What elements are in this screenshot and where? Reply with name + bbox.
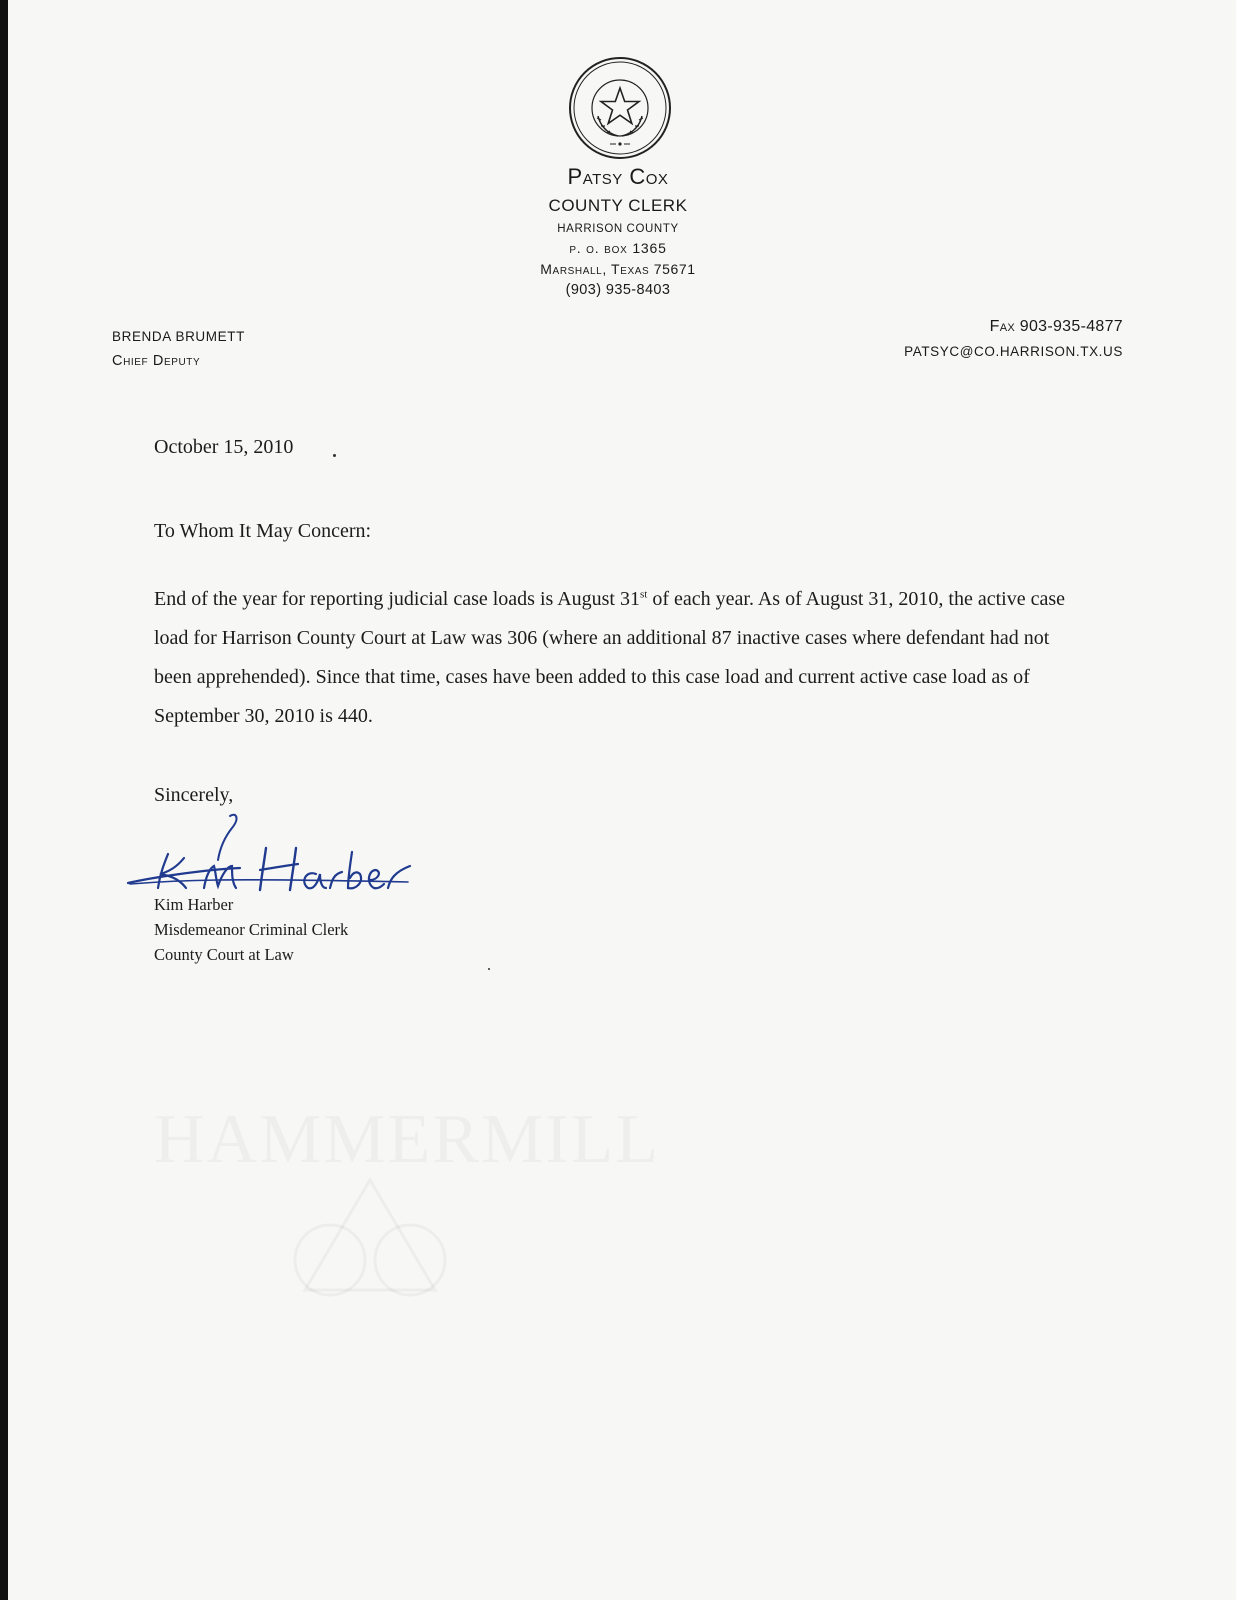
- salutation: To Whom It May Concern:: [154, 520, 372, 542]
- stray-mark: [488, 968, 490, 970]
- city-state-zip: Marshall, Texas 75671: [540, 261, 696, 277]
- deputy-block: [112, 325, 245, 373]
- handwritten-signature: [120, 808, 420, 894]
- phone-number: (903) 935-8403: [565, 282, 671, 298]
- fax-number: Fax 903-935-4877: [989, 318, 1123, 335]
- deputy-name: BRENDA BRUMETT: [112, 329, 245, 344]
- paragraph-text-part-2: of each year. As of August 31, 2010, the active case load for Harrison County Court at Law was 306 (where an additional 87 inactive cases where defendant had not been apprehended). Since that time, cases have been added to this case load and current active case load as of September 30, 2010 is 440.: [154, 588, 1065, 727]
- contact-block: [904, 314, 1123, 364]
- signer-court: County Court at Law: [154, 945, 294, 964]
- email-address: PATSYC@CO.HARRISON.TX.US: [904, 344, 1123, 359]
- clerk-title: COUNTY CLERK: [548, 196, 688, 215]
- deputy-title: Chief Deputy: [112, 353, 201, 369]
- clerk-name: Patsy Cox: [567, 164, 669, 189]
- county-name: HARRISON COUNTY: [557, 223, 679, 235]
- signature-block: [154, 892, 348, 967]
- signer-title: Misdemeanor Criminal Clerk: [154, 920, 349, 939]
- letter-body-paragraph: [154, 580, 1074, 736]
- letter-date: October 15, 2010: [154, 436, 294, 458]
- paper-watermark: [154, 1100, 660, 1180]
- po-box: p. o. box 1365: [569, 240, 667, 256]
- recycle-watermark-icon: [285, 1170, 455, 1310]
- closing: Sincerely,: [154, 784, 234, 806]
- texas-state-seal-icon: [568, 56, 672, 160]
- paragraph-text-part-1: End of the year for reporting judicial case loads is August 31: [154, 588, 640, 610]
- scan-left-edge: [0, 0, 8, 1600]
- stray-mark: [333, 454, 336, 457]
- ordinal-suffix: st: [640, 588, 648, 601]
- signer-name: Kim Harber: [154, 895, 234, 914]
